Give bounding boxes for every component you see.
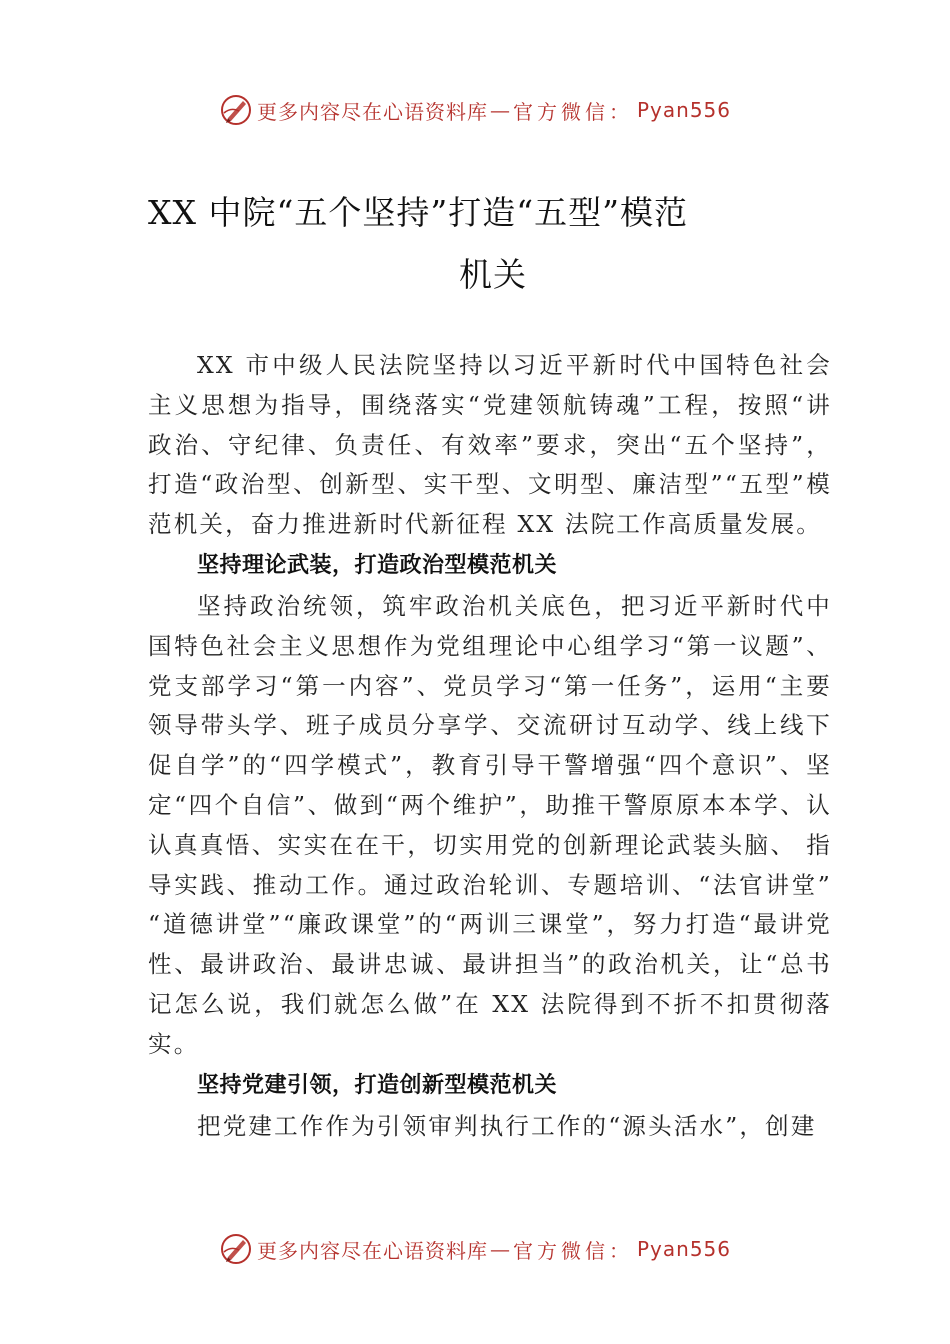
watermark-text: 更多内容尽在心语资料库 — [256, 1238, 488, 1263]
title-line-1: XX 中院“五个坚持”打造“五型”模范 — [148, 193, 688, 232]
watermark-label: 官方微信： — [512, 1238, 633, 1263]
watermark-id: Pyan556 — [636, 98, 731, 122]
pen-logo-icon — [219, 1232, 253, 1266]
document-title — [148, 182, 838, 306]
section-2-heading: 坚持党建引领，打造创新型模范机关 — [197, 1072, 558, 1098]
section-1-heading: 坚持理论武装，打造政治型模范机关 — [197, 552, 558, 578]
watermark-label: 官方微信： — [512, 99, 633, 124]
watermark-separator: — — [489, 98, 511, 122]
section-2-paragraph: 把党建工作作为引领审判执行工作的“源头活水”，创建 — [197, 1111, 817, 1140]
watermark-footer — [0, 1232, 950, 1266]
watermark-header — [0, 93, 950, 127]
section-1-paragraph: 坚持政治统领，筑牢政治机关底色，把习近平新时代中国特色社会主义思想作为党组理论中心组学习“第一议题”、党支部学习“第一内容”、党员学习“第一任务”，运用“主要领导带头学、班子成员分享学、交流研讨互动学、线上线下促自学”的“四学模式”，教育引导干警增强“四个意识”、坚定“四个自信”、做到“两个维护”，助推干警原原本本学、认认真真悟、实实在在干，切实用党的创新理论武装头脑、 指导实践、推动工作。通过政治轮训、专题培训、“法官讲堂” “道德讲堂”“廉政课堂”的“两训三课堂”，努力打造“最讲党性、最讲政治、最讲忠诚、最讲担当”的政治机关，让“总书记怎么说，我们就怎么做”在 XX 法院得到不折不扣贯彻落实。 — [148, 591, 832, 1058]
pen-logo-icon — [219, 93, 253, 127]
watermark-id: Pyan556 — [636, 1237, 731, 1261]
document-body — [148, 346, 832, 1146]
intro-paragraph: XX 市中级人民法院坚持以习近平新时代中国特色社会主义思想为指导，围绕落实“党建领航铸魂”工程，按照“讲政治、守纪律、负责任、有效率”要求，突出“五个坚持”，打造“政治型、创新型、实干型、文明型、廉洁型”“五型”模范机关，奋力推进新时代新征程 XX 法院工作高质量发展。 — [148, 351, 832, 539]
watermark-separator: — — [489, 1237, 511, 1261]
watermark-text: 更多内容尽在心语资料库 — [256, 99, 488, 124]
title-line-2: 机关 — [459, 255, 527, 294]
